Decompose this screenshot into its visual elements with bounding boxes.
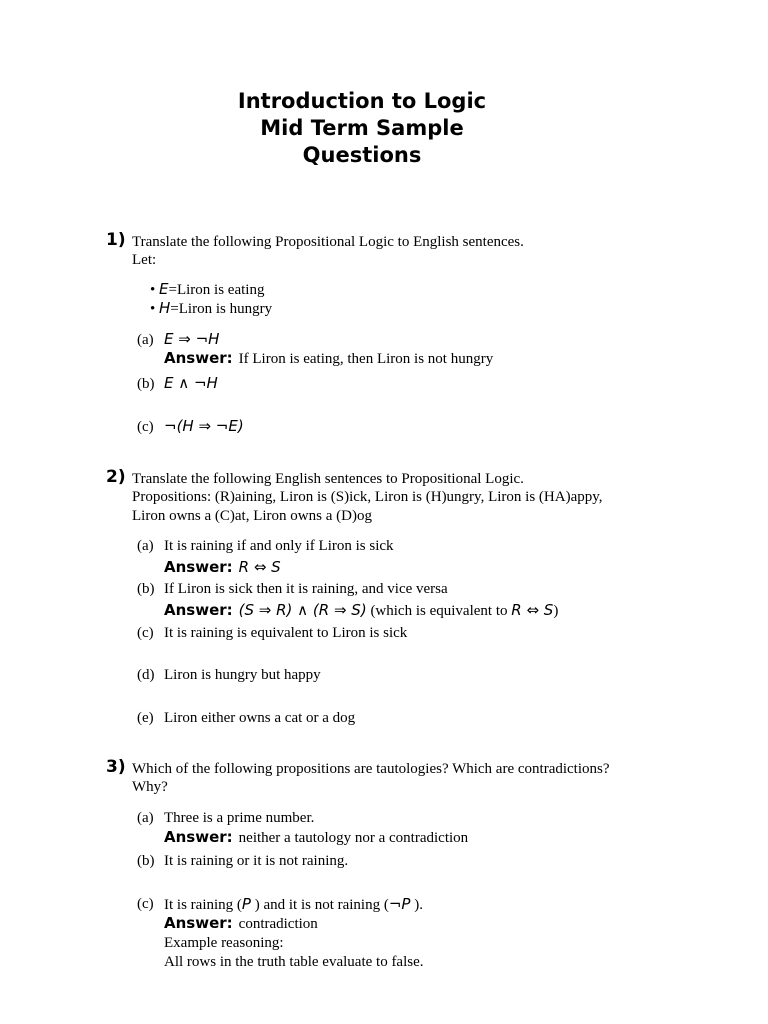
q1c-label: (c) — [137, 419, 154, 435]
q3a-answer — [164, 828, 468, 847]
q3c-answer — [164, 914, 318, 933]
q3c-text — [164, 895, 423, 914]
title-line-2: Mid Term Sample — [260, 116, 464, 140]
bullet-e: • E=Liron is eating — [150, 280, 265, 298]
question-2-number: 2) — [106, 467, 126, 487]
q3a-label: (a) — [137, 810, 154, 826]
q2b-label: (b) — [137, 581, 155, 597]
q3c-symbol-not-p: ¬P — [388, 895, 411, 913]
q1a-expression: E ⇒ ¬H — [164, 330, 220, 348]
question-1-let: Let: — [132, 252, 157, 268]
q2a-label: (a) — [137, 538, 154, 554]
answer-label: Answer: — [164, 558, 233, 576]
q2b-text: If Liron is sick then it is raining, and vice versa — [164, 581, 448, 597]
symbol-e: E — [159, 280, 169, 298]
q3c-text-pre: It is raining ( — [164, 897, 242, 913]
q3c-reasoning-text: All rows in the truth table evaluate to false. — [164, 954, 424, 970]
q1a-answer-text: If Liron is eating, then Liron is not hungry — [238, 351, 494, 367]
bullet-h: • H=Liron is hungry — [150, 299, 273, 317]
q2a-answer — [164, 558, 281, 577]
question-3-number: 3) — [106, 757, 126, 777]
q2b-answer-note: (which is equivalent to — [370, 603, 508, 619]
q3c-text-end: ). — [410, 897, 423, 913]
q2b-answer-note-expression: R ⇔ S — [511, 601, 554, 619]
q3c-symbol-p: P — [241, 895, 251, 913]
title-line-1: Introduction to Logic — [237, 89, 487, 113]
q2e-text: Liron either owns a cat or a dog — [164, 710, 356, 726]
q2b-answer — [164, 601, 558, 620]
q3a-text: Three is a prime number. — [164, 810, 315, 826]
question-1-number: 1) — [106, 230, 126, 250]
question-3-prompt-2: Why? — [132, 779, 168, 795]
title-line-3: Questions — [302, 143, 422, 167]
q2c-text: It is raining is equivalent to Liron is sick — [164, 625, 408, 641]
q2d-text: Liron is hungry but happy — [164, 667, 321, 683]
q3c-reasoning-heading: Example reasoning: — [164, 935, 284, 951]
q1a-label: (a) — [137, 332, 154, 348]
q2b-answer-expression: (S ⇒ R) ∧ (R ⇒ S) — [238, 601, 367, 619]
answer-label: Answer: — [164, 601, 233, 619]
q2e-label: (e) — [137, 710, 154, 726]
symbol-h: H — [159, 299, 171, 317]
q1b-expression: E ∧ ¬H — [164, 374, 218, 392]
q2d-label: (d) — [137, 667, 155, 683]
question-1-prompt: Translate the following Propositional Logic to English sentences. — [132, 234, 524, 250]
q3c-answer-text: contradiction — [238, 916, 318, 932]
page-title — [0, 88, 724, 169]
q2a-text: It is raining if and only if Liron is sick — [164, 538, 394, 554]
q3c-text-mid: ) and it is not raining ( — [250, 897, 389, 913]
bullet-h-text: =Liron is hungry — [170, 301, 273, 317]
question-2-prompt: Translate the following English sentences to Propositional Logic. — [132, 471, 524, 487]
q2c-label: (c) — [137, 625, 154, 641]
question-2-propositions-2: Liron owns a (C)at, Liron owns a (D)og — [132, 508, 372, 524]
q1c-expression: ¬(H ⇒ ¬E) — [164, 417, 244, 435]
q1b-label: (b) — [137, 376, 155, 392]
answer-label: Answer: — [164, 828, 233, 846]
question-3-prompt-1: Which of the following propositions are tautologies? Which are contradictions? — [132, 761, 610, 777]
q3a-answer-text: neither a tautology nor a contradiction — [238, 830, 469, 846]
q2b-answer-note-end: ) — [553, 603, 559, 619]
q3c-label: (c) — [137, 896, 154, 912]
q3b-text: It is raining or it is not raining. — [164, 853, 349, 869]
q3b-label: (b) — [137, 853, 155, 869]
bullet-e-text: =Liron is eating — [168, 282, 265, 298]
answer-label: Answer: — [164, 349, 233, 367]
q2a-answer-expression: R ⇔ S — [238, 558, 281, 576]
question-2-propositions-1: Propositions: (R)aining, Liron is (S)ick, Liron is (H)ungry, Liron is (HA)appy, — [132, 489, 603, 505]
q1a-answer — [164, 349, 493, 368]
answer-label: Answer: — [164, 914, 233, 932]
